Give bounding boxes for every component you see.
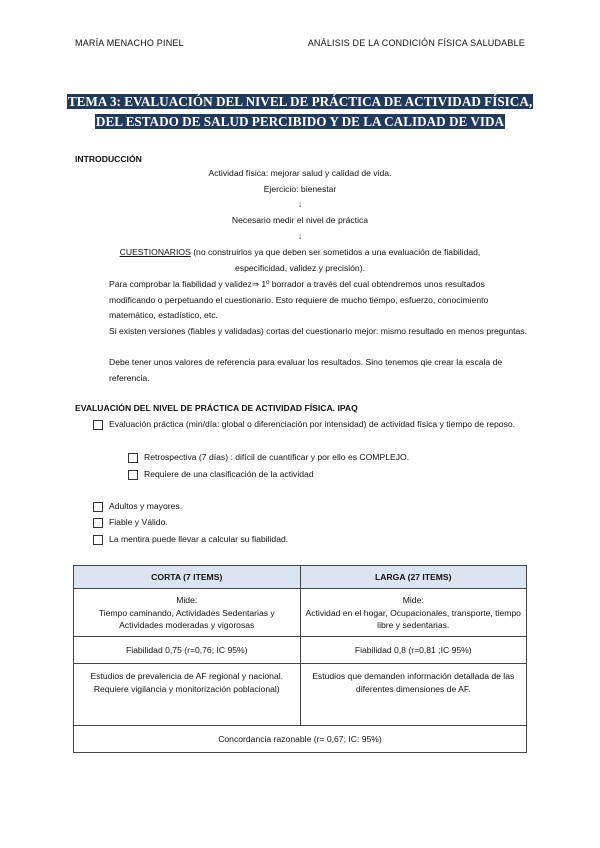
checkbox-icon[interactable]: [93, 518, 103, 528]
checkbox-icon[interactable]: [93, 535, 103, 545]
table-row-uso: [74, 664, 527, 726]
document-title: [0, 92, 600, 132]
checkbox-icon[interactable]: [128, 470, 138, 480]
cell-larga-mide: [300, 589, 527, 637]
intro-flow-1: Actividad física: mejorar salud y calidad de vida.: [208, 168, 392, 178]
checkbox-icon[interactable]: [93, 502, 103, 512]
intro-paragraph-3: Debe tener unos valores de referencia para evaluar los resultados. Sino tenemos qie crear la escala de referencia.: [109, 357, 503, 383]
intro-flow-2: Ejercicio: bienestar: [263, 184, 337, 194]
page-header: [75, 38, 525, 52]
ipaq-item-adultos-text: Adultos y mayores.: [109, 501, 183, 511]
intro-paragraph-1: Para comprobar la fiabilidad y validez⇒ 1º borrador a través del cual obtendremos unos resultados modificando o perpetuando el cuestionario. Esto requiere de mucho tiempo, esfuerzo, conocimiento matemático, estadístico, etc.: [109, 279, 489, 320]
cuestionarios-label: CUESTIONARIOS: [119, 247, 191, 257]
ipaq-item-evaluacion-text: Evaluación práctica (min/día: global o diferenciación por intensidad) de actividad física y tiempo de reposo.: [109, 419, 516, 429]
col-corta-header: CORTA (7 ITEMS): [74, 566, 301, 589]
intro-flow-arrow-2: ↓: [297, 231, 303, 241]
intro-paragraph-2: Si existen versiones (fiables y validadas) cortas del cuestionario mejor: mismo resultado en menos preguntas.: [109, 326, 527, 336]
corta-uso-1: Estudios de prevalencia de AF regional y nacional.: [90, 671, 284, 681]
table-row-concordancia: [74, 726, 527, 753]
cell-corta-uso: [74, 664, 301, 726]
ipaq-item-fiable-text: Fiable y Válido.: [109, 517, 168, 527]
ipaq-subitem-retrospectiva-text: Retrospectiva (7 días) : difícil de cuantificar y por ello es COMPLEJO.: [144, 452, 410, 462]
cell-larga-fiabilidad: Fiabilidad 0,8 (r=0,81 ;IC 95%): [300, 637, 527, 664]
cell-corta-fiabilidad: Fiabilidad 0,75 (r=0,76; IC 95%): [74, 637, 301, 664]
ipaq-subitem-clasificacion-text: Requiere de una clasificación de la actividad: [144, 469, 314, 479]
cell-corta-mide: [74, 589, 301, 637]
header-author: MARÍA MENACHO PINEL: [75, 38, 184, 48]
table-header-row: [74, 566, 527, 589]
checkbox-icon[interactable]: [128, 453, 138, 463]
intro-flow-3: Necesario medir el nivel de práctica: [231, 215, 369, 225]
corta-mide-label: Mide:: [176, 595, 198, 605]
larga-mide-label: Mide:: [402, 595, 424, 605]
cell-concordancia: Concordancia razonable (r= 0,67; IC: 95%): [74, 726, 527, 753]
cell-larga-uso: Estudios que demanden información detallada de las diferentes dimensiones de AF.: [300, 664, 527, 726]
cuestionarios-text: [0, 245, 600, 276]
col-larga-header: LARGA (27 ITEMS): [300, 566, 527, 589]
title-line-2: DEL ESTADO DE SALUD PERCIBIDO Y DE LA CALIDAD DE VIDA: [95, 114, 505, 129]
cuestionarios-text-1: (no construirlos ya que deben ser sometidos a una evaluación de fiabilidad,: [190, 247, 481, 257]
table-row-fiabilidad: [74, 637, 527, 664]
intro-flow-arrow-1: ↓: [297, 199, 303, 209]
corta-mide-text: Tiempo caminando, Actividades Sedentarias y Actividades moderadas y vigorosas: [98, 607, 275, 630]
intro-heading: INTRODUCCIÓN: [75, 154, 142, 164]
checkbox-icon[interactable]: [93, 420, 103, 430]
table-row-mide: [74, 589, 527, 637]
header-subject: ANÁLISIS DE LA CONDICIÓN FÍSICA SALUDABLE: [307, 38, 525, 48]
cuestionarios-text-2: especificidad, validez y precisión).: [235, 262, 365, 273]
title-line-1: TEMA 3: EVALUACIÓN DEL NIVEL DE PRÁCTICA DE ACTIVIDAD FÍSICA,: [67, 94, 533, 109]
larga-mide-text: Actividad en el hogar, Ocupacionales, transporte, tiempo libre y sedentarias.: [305, 607, 521, 630]
corta-uso-2: Requiere vigilancia y monitorización poblacional): [93, 683, 280, 694]
ipaq-item-mentira-text: La mentira puede llevar a calcular su fiabilidad.: [109, 534, 289, 544]
ipaq-heading: EVALUACIÓN DEL NIVEL DE PRÁCTICA DE ACTIVIDAD FÍSICA. IPAQ: [75, 403, 358, 413]
ipaq-comparison-table: [73, 565, 527, 753]
